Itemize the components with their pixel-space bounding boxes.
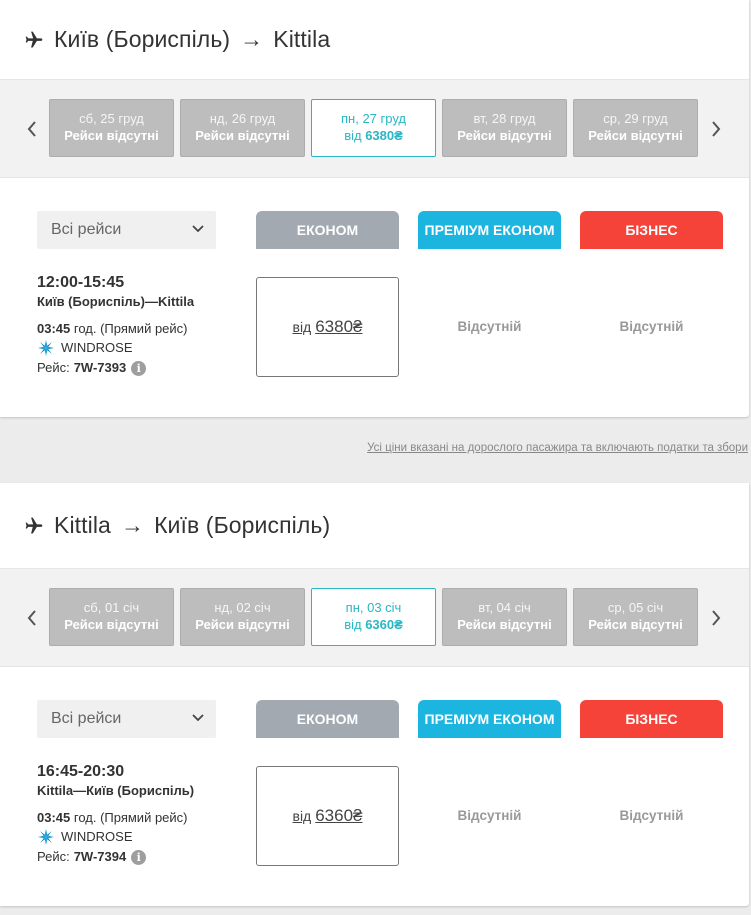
- date-option-selected[interactable]: [311, 588, 436, 646]
- price-value: 6360₴: [315, 806, 363, 825]
- route-destination: Київ (Бориспіль): [154, 512, 331, 538]
- duration-value: 03:45: [37, 810, 71, 825]
- route-destination: Kittila: [273, 26, 331, 52]
- date-status: Рейси відсутні: [588, 617, 683, 632]
- date-status: Рейси відсутні: [457, 617, 552, 632]
- flight-no: 7W-7394: [73, 849, 127, 864]
- airplane-icon: [24, 30, 44, 50]
- flight-info: [37, 763, 194, 867]
- date-label: вт, 04 січ: [478, 600, 531, 615]
- duration-note: год. (Прямий рейс): [70, 810, 188, 825]
- flight-no: 7W-7393: [73, 360, 127, 375]
- route-header: [0, 483, 749, 569]
- price-prefix: від: [292, 808, 312, 824]
- flight-time: 12:00-15:45: [37, 274, 125, 291]
- chevron-left-icon[interactable]: [18, 80, 46, 178]
- business-class-tab[interactable]: БІЗНЕС: [580, 211, 723, 249]
- route-title: [54, 26, 330, 53]
- date-label: нд, 02 січ: [214, 600, 271, 615]
- premium-unavailable: Відсутній: [457, 808, 522, 823]
- date-option[interactable]: [49, 99, 174, 157]
- date-price: [312, 127, 435, 144]
- date-option[interactable]: [180, 588, 305, 646]
- business-class-tab[interactable]: БІЗНЕС: [580, 700, 723, 738]
- chevron-right-icon[interactable]: [702, 80, 730, 178]
- price-value: 6360₴: [365, 617, 403, 632]
- date-status: Рейси відсутні: [64, 128, 159, 143]
- flight-label: Рейс:: [37, 360, 70, 375]
- date-price: [312, 616, 435, 633]
- date-option-selected[interactable]: [311, 99, 436, 157]
- date-selector: [0, 80, 749, 178]
- flight-path: Kittila—Київ (Бориспіль): [37, 783, 195, 798]
- route-arrow: →: [120, 512, 145, 538]
- airline-name: WINDROSE: [61, 340, 133, 355]
- date-status: Рейси відсутні: [588, 128, 683, 143]
- filter-value: Всі рейси: [51, 221, 122, 238]
- airline-name: WINDROSE: [61, 829, 133, 844]
- flight-path: Київ (Бориспіль)—Kittila: [37, 294, 195, 309]
- date-label: пн, 03 січ: [345, 600, 402, 615]
- date-status: Рейси відсутні: [64, 617, 159, 632]
- premium-economy-class-tab[interactable]: ПРЕМІУМ ЕКОНОМ: [418, 211, 561, 249]
- route-title: [54, 512, 330, 539]
- date-option[interactable]: [573, 588, 698, 646]
- chevron-left-icon[interactable]: [18, 569, 46, 667]
- date-label: сб, 25 груд: [79, 111, 144, 126]
- price-prefix: від: [344, 128, 362, 143]
- date-label: вт, 28 груд: [473, 111, 536, 126]
- date-option[interactable]: [180, 99, 305, 157]
- airplane-icon: [24, 516, 44, 536]
- flight-info: [37, 274, 194, 378]
- business-unavailable: Відсутній: [619, 808, 684, 823]
- flight-number: [37, 847, 194, 867]
- economy-class-tab[interactable]: ЕКОНОМ: [256, 700, 399, 738]
- date-option[interactable]: [442, 99, 567, 157]
- price-prefix: від: [292, 319, 312, 335]
- flight-label: Рейс:: [37, 849, 70, 864]
- date-status: Рейси відсутні: [195, 128, 290, 143]
- chevron-down-icon: [192, 712, 204, 724]
- price-note-link[interactable]: Усі ціни вказані на дорослого пасажира та включають податки та збори: [367, 442, 748, 454]
- windrose-logo-icon: [37, 339, 55, 357]
- premium-economy-class-tab[interactable]: ПРЕМІУМ ЕКОНОМ: [418, 700, 561, 738]
- filter-value: Всі рейси: [51, 710, 122, 727]
- date-option[interactable]: [442, 588, 567, 646]
- date-label: ср, 05 січ: [607, 600, 664, 615]
- date-selector: [0, 569, 749, 667]
- chevron-right-icon[interactable]: [702, 569, 730, 667]
- price-value: 6380₴: [365, 128, 403, 143]
- flight-filter-select[interactable]: [37, 211, 216, 249]
- date-label: ср, 29 груд: [603, 111, 668, 126]
- info-icon[interactable]: i: [131, 361, 146, 376]
- flight-time: 16:45-20:30: [37, 763, 125, 780]
- date-status: Рейси відсутні: [195, 617, 290, 632]
- date-label: пн, 27 груд: [341, 111, 406, 126]
- airline: [37, 338, 194, 358]
- economy-price-button[interactable]: [256, 277, 399, 377]
- flight-filter-select[interactable]: [37, 700, 216, 738]
- duration-value: 03:45: [37, 321, 71, 336]
- flight-duration: [37, 320, 194, 338]
- flight-results: [0, 667, 749, 907]
- price-prefix: від: [344, 617, 362, 632]
- route-origin: Kittila: [54, 512, 111, 538]
- date-status: Рейси відсутні: [457, 128, 552, 143]
- price-value: 6380₴: [315, 317, 363, 336]
- date-option[interactable]: [49, 588, 174, 646]
- windrose-logo-icon: [37, 828, 55, 846]
- airline: [37, 827, 194, 847]
- date-label: сб, 01 січ: [83, 600, 140, 615]
- info-icon[interactable]: i: [131, 850, 146, 865]
- route-header: [0, 0, 749, 80]
- route-arrow: →: [240, 26, 264, 52]
- flight-duration: [37, 809, 194, 827]
- flight-results: [0, 178, 749, 418]
- date-option[interactable]: [573, 99, 698, 157]
- duration-note: год. (Прямий рейс): [70, 321, 188, 336]
- date-label: нд, 26 груд: [209, 111, 276, 126]
- economy-price-button[interactable]: [256, 766, 399, 866]
- flight-number: [37, 358, 194, 378]
- economy-class-tab[interactable]: ЕКОНОМ: [256, 211, 399, 249]
- premium-unavailable: Відсутній: [457, 319, 522, 334]
- outbound-card: [0, 0, 749, 417]
- return-card: [0, 483, 749, 906]
- route-origin: Київ (Бориспіль): [54, 26, 231, 52]
- business-unavailable: Відсутній: [619, 319, 684, 334]
- chevron-down-icon: [192, 223, 204, 235]
